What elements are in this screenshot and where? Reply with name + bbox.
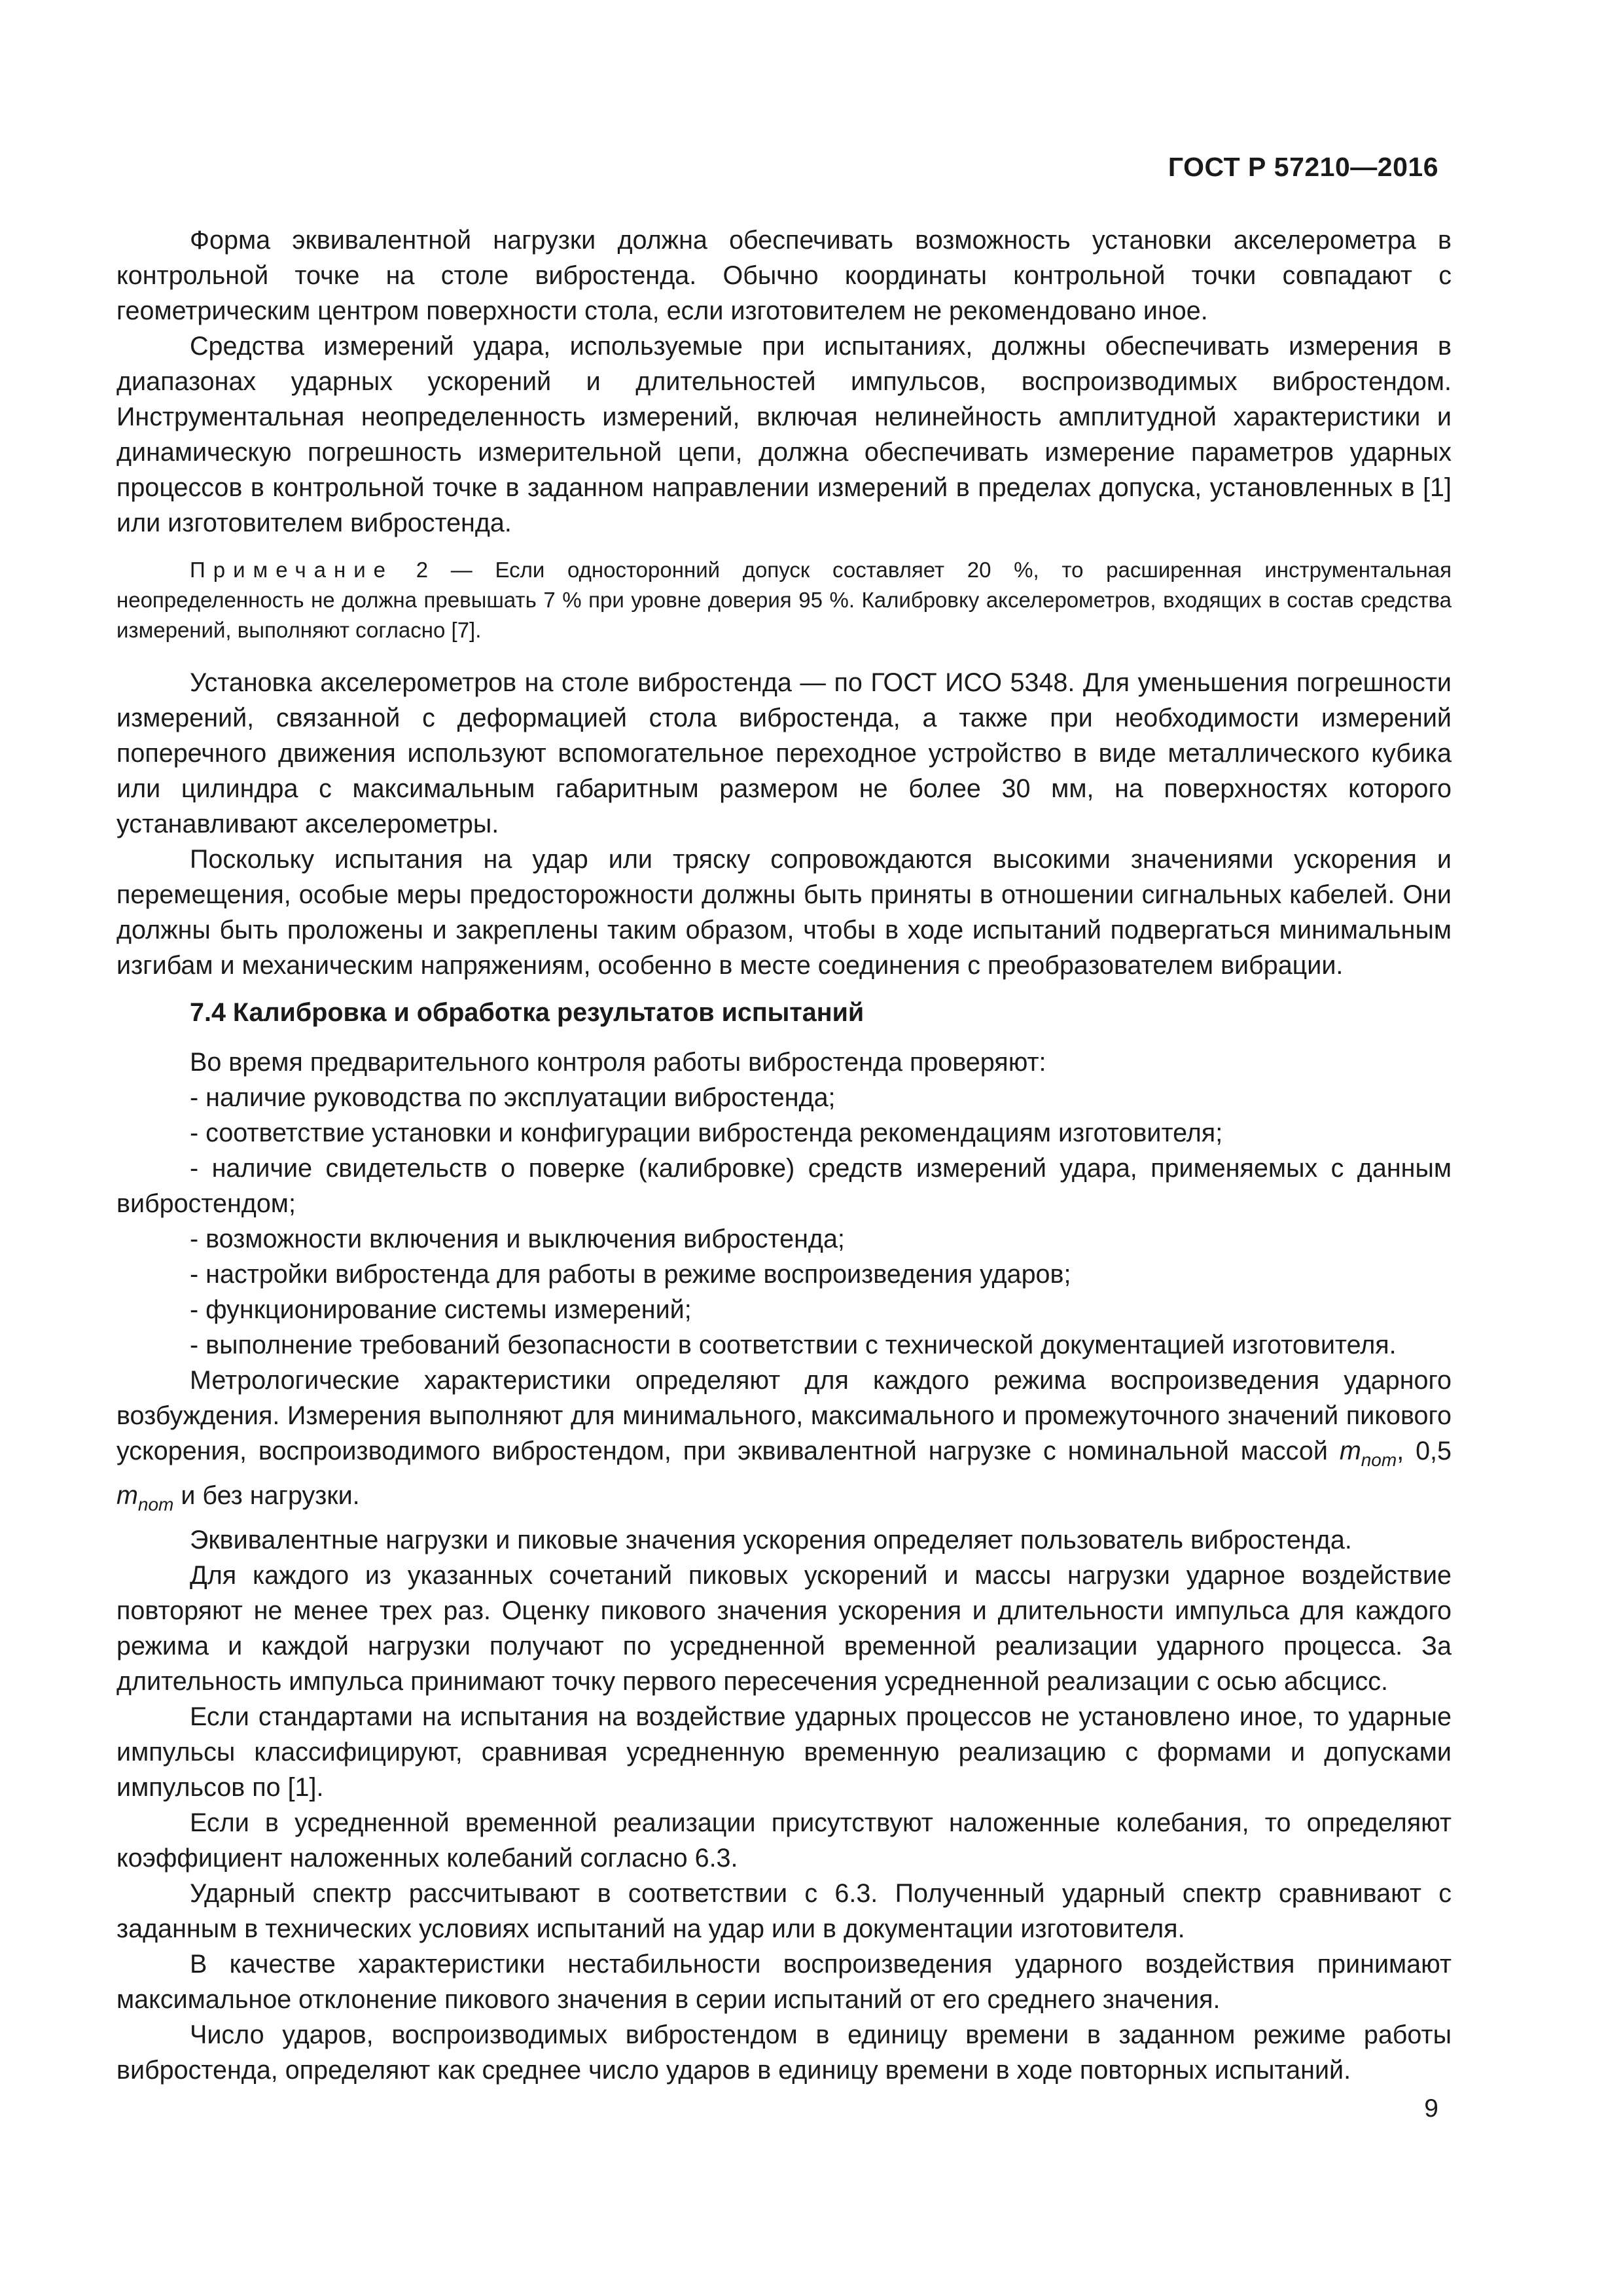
page-number: 9 [1424, 2094, 1438, 2123]
list-item: - функционирование системы измерений; [190, 1295, 692, 1324]
mass-subscript: nom [1361, 1450, 1397, 1470]
note [116, 555, 1452, 645]
document-body [116, 223, 1452, 2088]
document-header: ГОСТ Р 57210—2016 [1168, 152, 1438, 182]
paragraph: Число ударов, воспроизводимых вибростендом в единицу времени в заданном режиме работы вибростенда, определяют как среднее число ударов в единицу времени в ходе повторных испытаний. [116, 2020, 1452, 2085]
list-item: - возможности включения и выключения вибростенда; [190, 1225, 845, 1253]
paragraph: Форма эквивалентной нагрузки должна обеспечивать возможность установки акселерометра в контрольной точке на столе вибростенда. Обычно координаты контрольной точки совпадают с геометрическим центром поверхности стола, если изготовителем не рекомендовано иное. [116, 226, 1452, 325]
note-label: Примечание [190, 558, 394, 582]
paragraph: Средства измерений удара, используемые при испытаниях, должны обеспечивать измерения в диапазонах ударных ускорений и длительностей импульсов, воспроизводимых вибростендом. Инструментальная неопределенность измерений, включая нелинейность амплитудной характеристики и динамическую погрешность измерительной цепи, должна обеспечивать измерение параметров ударных процессов в контрольной точке в заданном направлении измерений в пределах допуска, установленных в [1] или изготовителем вибростенда. [116, 332, 1452, 537]
paragraph: Ударный спектр рассчитывают в соответствии с 6.3. Полученный ударный спектр сравнивают с заданным в технических условиях испытаний на удар или в документации изготовителя. [116, 1879, 1452, 1943]
paragraph: В качестве характеристики нестабильности воспроизведения ударного воздействия принимают максимальное отклонение пикового значения в серии испытаний от его среднего значения. [116, 1950, 1452, 2014]
mass-symbol: m [116, 1481, 138, 1510]
paragraph: Если в усредненной временной реализации присутствуют наложенные колебания, то определяют коэффициент наложенных колебаний согласно 6.3. [116, 1808, 1452, 1873]
paragraph: Если стандартами на испытания на воздействие ударных процессов не установлено иное, то ударные импульсы классифицируют, сравнивая усредненную временную реализацию с формами и допусками импульсов по [1]. [116, 1702, 1452, 1802]
paragraph-metrology: Метрологические характеристики определяют для каждого режима воспроизведения ударного возбуждения. Измерения выполняют для минимального, максимального и промежуточного значений пикового ускорения, воспроизводимого вибростендом, при эквивалентной нагрузке с номинальной массой $m_{nom}$, 0,5 $m_{nom}$ и без нагрузки. [116, 1366, 1452, 1515]
list-item: - настройки вибростенда для работы в режиме воспроизведения ударов; [190, 1260, 1071, 1289]
list-item: - наличие свидетельств о поверке (калибровке) средств измерений удара, применяемых с данным вибростендом; [116, 1154, 1452, 1218]
note-text: 2 — Если односторонний допуск составляет 20 %, то расширенная инструментальная неопределенность не должна превышать 7 % при уровне доверия 95 %. Калибровку акселерометров, входящих в состав средства измерений, выполняют согласно [7]. [116, 558, 1452, 642]
list-item: - наличие руководства по эксплуатации вибростенда; [190, 1083, 836, 1112]
section-heading: 7.4 Калибровка и обработка результатов испытаний [190, 998, 865, 1027]
paragraph: Поскольку испытания на удар или тряску сопровождаются высокими значениями ускорения и перемещения, особые меры предосторожности должны быть приняты в отношении сигнальных кабелей. Они должны быть проложены и закреплены таким образом, чтобы в ходе испытаний подвергаться минимальным изгибам и механическим напряжениям, особенно в месте соединения с преобразователем вибрации. [116, 845, 1452, 980]
list-intro: Во время предварительного контроля работы вибростенда проверяют: [190, 1048, 1046, 1077]
list-item: - соответствие установки и конфигурации вибростенда рекомендациям изготовителя; [190, 1119, 1223, 1147]
mass-subscript: nom [137, 1494, 174, 1515]
list-item: - выполнение требований безопасности в соответствии с технической документацией изготовителя. [190, 1331, 1397, 1359]
paragraph: Для каждого из указанных сочетаний пиковых ускорений и массы нагрузки ударное воздействие повторяют не менее трех раз. Оценку пикового значения ускорения и длительности импульса для каждого режима и каждой нагрузки получают по усредненной временной реализации ударного процесса. За длительность импульса принимают точку первого пересечения усредненной реализации с осью абсцисс. [116, 1561, 1452, 1696]
mass-symbol: m [1339, 1437, 1361, 1465]
paragraph: Установка акселерометров на столе вибростенда — по ГОСТ ИСО 5348. Для уменьшения погрешности измерений, связанной с деформацией стола вибростенда, а также при необходимости измерений поперечного движения используют вспомогательное переходное устройство в виде металлического кубика или цилиндра с максимальным габаритным размером не более 30 мм, на поверхностях которого устанавливают акселерометры. [116, 668, 1452, 838]
paragraph: Эквивалентные нагрузки и пиковые значения ускорения определяет пользователь вибростенда. [190, 1526, 1352, 1554]
